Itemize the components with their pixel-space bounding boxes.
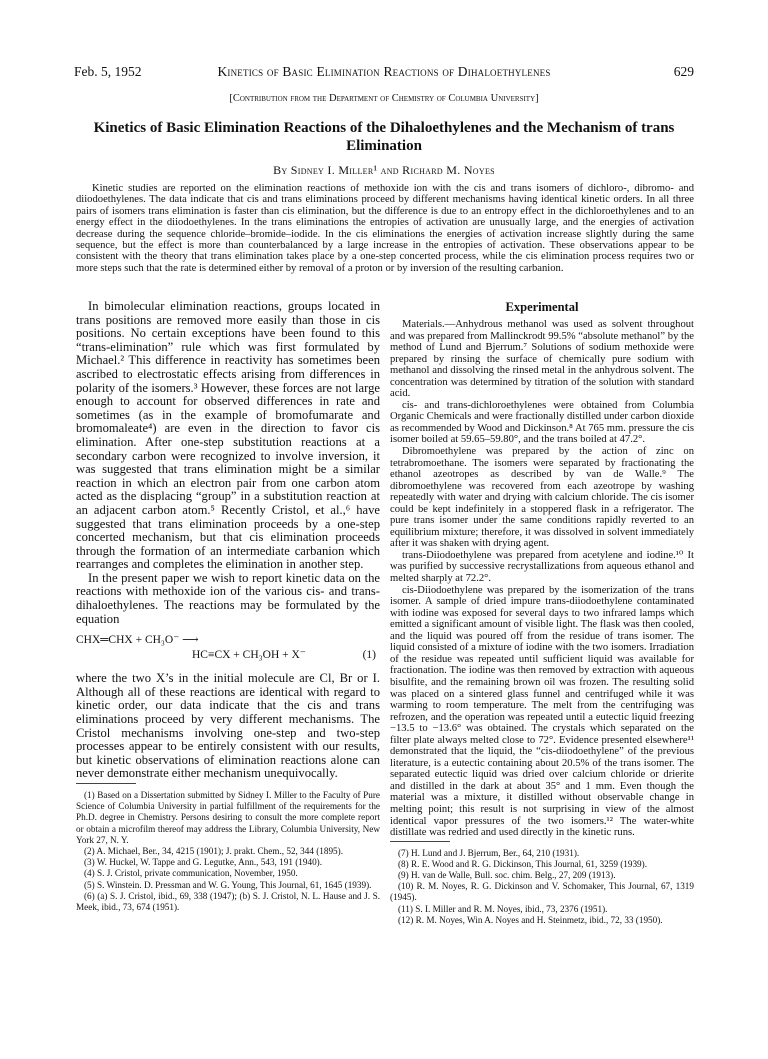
footnote-1: (1) Based on a Dissertation submitted by Sidney I. Miller to the Faculty of Pure Science of Columbia University in partial fulfillment of the requirements for the Ph.D. degree in Chemistry. Persons desiring to consult the more complete report or obtain a microfilm thereof may address the Library, Columbia University, New York 27, N. Y.	[76, 790, 380, 845]
article-title: Kinetics of Basic Elimination Reactions of the Dihaloethylenes and the Mechanism of trans Elimination	[93, 120, 675, 154]
running-title: Kinetics of Basic Elimination Reactions of Dihaloethylenes	[217, 64, 551, 79]
equation-number: (1)	[362, 649, 376, 662]
contribution-line: [Contribution from the Department of Chemistry of Columbia University]	[229, 93, 539, 104]
footnotes-right	[390, 848, 694, 926]
equation-reactants: CHX═CHX + CH₃O⁻ ⟶	[76, 634, 199, 647]
footnote-rule	[76, 783, 136, 784]
footnote-9: (9) H. van de Walle, Bull. soc. chim. Belg., 27, 209 (1913).	[398, 870, 616, 881]
footnote-8: (8) R. E. Wood and R. G. Dickinson, This Journal, 61, 3259 (1939).	[398, 858, 648, 869]
dichloro-paragraph: cis- and trans-dichloroethylenes were obtained from Columbia Organic Chemicals and were fractionally distilled under carbon dioxide as recommended by Wood and Dickinson.⁸ At 765 mm. pressure the cis isomer boiled at 59.65–59.80°, and the trans boiled at 47.2°.	[390, 399, 694, 446]
intro-paragraph-3: where the two X’s in the initial molecule are Cl, Br or I. Although all of these reactions are identical with regard to kinetic order, our data indicate that the cis and trans eliminations proceed by very different mechanisms. The Cristol mechanisms involving one-step and two-step processes appear to be entirely consistent with our results, but kinetic observations of elimination reactions alone can never demonstrate either mechanism unequivocally.	[76, 671, 380, 781]
abstract: Kinetic studies are reported on the elimination reactions of methoxide ion with the cis and trans isomers of dichloro-, dibromo- and diiodoethylenes. The data indicate that cis and trans eliminations proceed by different mechanisms having identical kinetic orders. In all three pairs of isomers trans elimination is faster than cis elimination, but the difference is due to an entropy effect in the dichloroethylenes and to an energy effect in the diiodoethylenes. In the trans eliminations the entropies of activation are unusually large, and the energies of activation decrease during the sequence chloride–bromide–iodide. In the cis eliminations the energies of activation increase slightly during the same sequence, but the effect is more than counterbalanced by a large increase in the entropies of activation. These observations appear to be consistent with the theory that trans elimination takes place by a one-step concerted process, while the cis elimination process requires two or more steps such that the rate is determined either by removal of a proton or by inversion of the resulting carbanion.	[76, 183, 694, 274]
equation-products: HC≡CX + CH₃OH + X⁻	[192, 649, 306, 662]
footnote-2: (2) A. Michael, Ber., 34, 4215 (1901); J. prakt. Chem., 52, 344 (1895).	[84, 846, 343, 857]
issue-date: Feb. 5, 1952	[74, 64, 142, 79]
section-heading: Experimental	[505, 300, 579, 314]
page-number: 629	[673, 64, 694, 79]
footnote-7: (7) H. Lund and J. Bjerrum, Ber., 64, 210 (1931).	[398, 847, 580, 858]
footnote-10: (10) R. M. Noyes, R. G. Dickinson and V. Schomaker, This Journal, 67, 1319 (1945).	[390, 881, 694, 903]
footnote-6: (6) (a) S. J. Cristol, ibid., 69, 338 (1947); (b) S. J. Cristol, N. L. Hause and J. S. Meek, ibid., 73, 674 (1951).	[76, 890, 380, 913]
footnote-4: (4) S. J. Cristol, private communication, November, 1950.	[84, 868, 298, 879]
left-column	[76, 300, 380, 913]
footnote-rule	[390, 841, 450, 842]
running-head	[74, 64, 694, 84]
materials-paragraph: Materials.—Anhydrous methanol was used as solvent throughout and was prepared from Mallinckrodt 99.5% “absolute methanol” by the method of Lund and Bjerrum.⁷ Solutions of sodium methoxide were prepared by rinsing the surface of chemically pure sodium with methanol and dissolving the rinsed metal in the anhydrous solvent. The concentration was determined by titration of the solution with standard acid.	[390, 319, 694, 400]
intro-paragraph-2: In the present paper we wish to report kinetic data on the reactions with methoxide ion of the various cis- and trans-dihaloethylenes. The reactions may be formulated by the equation	[76, 570, 380, 626]
equation-1	[76, 634, 380, 664]
dibromo-paragraph: Dibromoethylene was prepared by the action of zinc on tetrabromoethane. The isomers were separated by fractionating the ethanol azeotropes as described by van de Walle.⁹ The dibromoethylene was recovered from each azeotrope by washing repeatedly with water and drying with calcium chloride. The cis isomer could be kept indefinitely in a stoppered flask in a refrigerator. The pure trans isomer under the same conditions rapidly reverted to an equilibrium mixture; therefore, it was dissolved in solvent immediately after it was shaken with drying agent.	[390, 446, 694, 550]
footnote-3: (3) W. Huckel, W. Tappe and G. Legutke, Ann., 543, 191 (1940).	[84, 857, 323, 868]
trans-diiodo-paragraph: trans-Diiodoethylene was prepared from acetylene and iodine.¹⁰ It was purified by successive recrystallizations from aqueous ethanol and melted sharply at 72.2°.	[390, 549, 694, 585]
footnotes-left	[76, 790, 380, 913]
intro-paragraph-1: In bimolecular elimination reactions, groups located in trans positions are removed more easily than those in cis positions. No certain exceptions have been found to this “trans-elimination” rule which was first formulated by Michael.² This difference in reactivity has sometimes been ascribed to electrostatic effects arising from differences in polarity of the isomers.³ However, these forces are not large enough to account for observed differences in rate and sometimes (as in the example of bromofumarate and bromomaleate⁴) are even in the direction to favor cis elimination. After one-step substitution reactions at a secondary carbon were recognized to involve inversion, it was suggested that trans elimination might be a similar reaction in which an electron pair from one carbon atom acted as the displacing “group” in a substitution reaction at an adjacent carbon atom.⁵ Recently Cristol, et al.,⁶ have suggested that trans elimination proceeds by a one-step concerted mechanism, but that cis elimination proceeds through the formation of an intermediate carbanion which rearranges and completes the elimination in another step.	[76, 299, 380, 572]
footnote-11: (11) S. I. Miller and R. M. Noyes, ibid., 73, 2376 (1951).	[398, 903, 608, 914]
cis-diiodo-paragraph: cis-Diiodoethylene was prepared by the isomerization of the trans isomer. A sample of dried impure trans-diiodoethylene contaminated with iodine was exposed for several days to two infrared lamps which emitted a significant amount of visible light. The flask was then cooled, and the liquid was poured off from the residue of trans isomer. The liquid consisted of a mixture of iodine with the two isomers. Irradiation of the residue was repeated until sufficient liquid was available for fractionation. The iodine was then removed by extraction with aqueous bisulfite, and the remaining brown oil was frozen. The resulting solid was placed on a sintered glass funnel and centrifuged while it was warming to room temperature. The melt from the centrifuging was refrozen, and the operation was repeated until a eutectic liquid freezing −13.5 to −13.6° was obtained. The crystals which separated on the filter plate always melted close to 72°. Evidence presented elsewhere¹¹ demonstrated that the liquid, the “cis-diiodoethylene” of the previous literature, is a eutectic containing about 20.5% of the trans isomer. The separated eutectic liquid was dried over calcium chloride or drierite and distilled in the dark at about 35° and 1 mm. Even though the material was a mixture, it distilled without observable change in melting point; this result is not surprising in view of the almost identical vapor pressures of the two isomers.¹² The water-white distillate was redried and used directly in the kinetic runs.	[390, 584, 694, 839]
footnote-5: (5) S. Winstein. D. Pressman and W. G. Young, This Journal, 61, 1645 (1939).	[84, 879, 372, 890]
footnote-12: (12) R. M. Noyes, Win A. Noyes and H. Steinmetz, ibid., 72, 33 (1950).	[398, 914, 663, 925]
author-line: By Sidney I. Miller¹ and Richard M. Noyes	[273, 163, 495, 177]
right-column	[390, 300, 694, 926]
